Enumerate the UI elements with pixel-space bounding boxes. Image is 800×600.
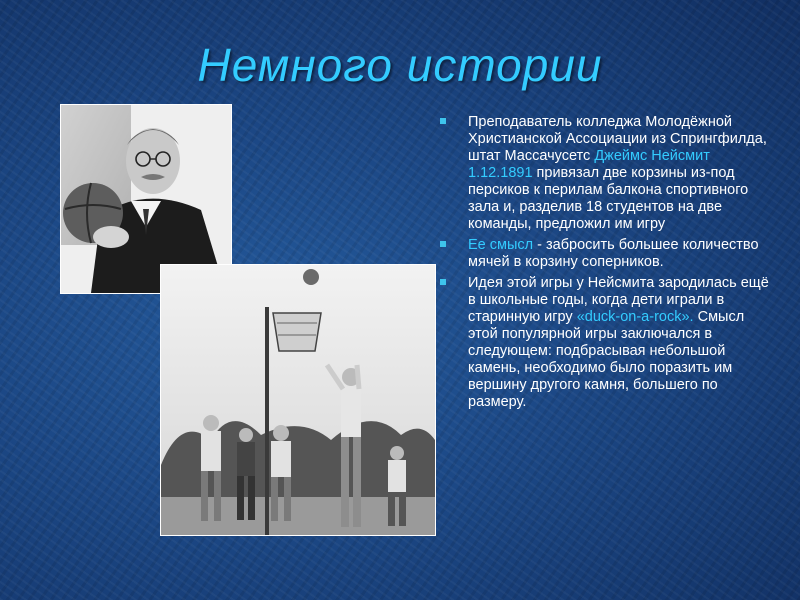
bullet-marker (440, 279, 446, 285)
highlighted-game-name: «duck-on-a-rock». (576, 309, 694, 325)
bullet-item-naismith (440, 114, 770, 233)
bullet-marker (440, 118, 446, 124)
history-text (440, 114, 770, 415)
highlighted-name-date: Джеймс Нейсмит 1.12.1891 (468, 148, 710, 181)
basketball-game-image (161, 265, 435, 535)
highlighted-meaning: Ее смысл (468, 237, 534, 253)
bullet-text: - забросить большее количество мячей в корзину соперников. (468, 237, 759, 270)
early-basketball-game-photo (160, 264, 436, 536)
bullet-text: Преподаватель колледжа Молодёжной Христианской Ассоциации из Спрингфилда, штат Массачусетс (468, 114, 767, 164)
bullet-marker (440, 241, 446, 247)
slide-title: Немного истории (197, 39, 603, 91)
bullet-item-meaning (440, 237, 770, 271)
bullet-text: Смысл этой популярной игры заключался в следующем: подбрасывая небольшой камень, необходимо было поразить им вершину другого камня, большего по размеру. (468, 309, 745, 410)
bullet-text: Идея этой игры у Нейсмита зародилась ещё в школьные годы, когда дети играли в старинную игру (468, 275, 769, 325)
bullet-item-origin (440, 275, 770, 411)
bullet-text: привязал две корзины из-под персиков к перилам балкона спортивного зала и, разделив 18 студентов на две команды, предложил им игру (468, 165, 749, 232)
